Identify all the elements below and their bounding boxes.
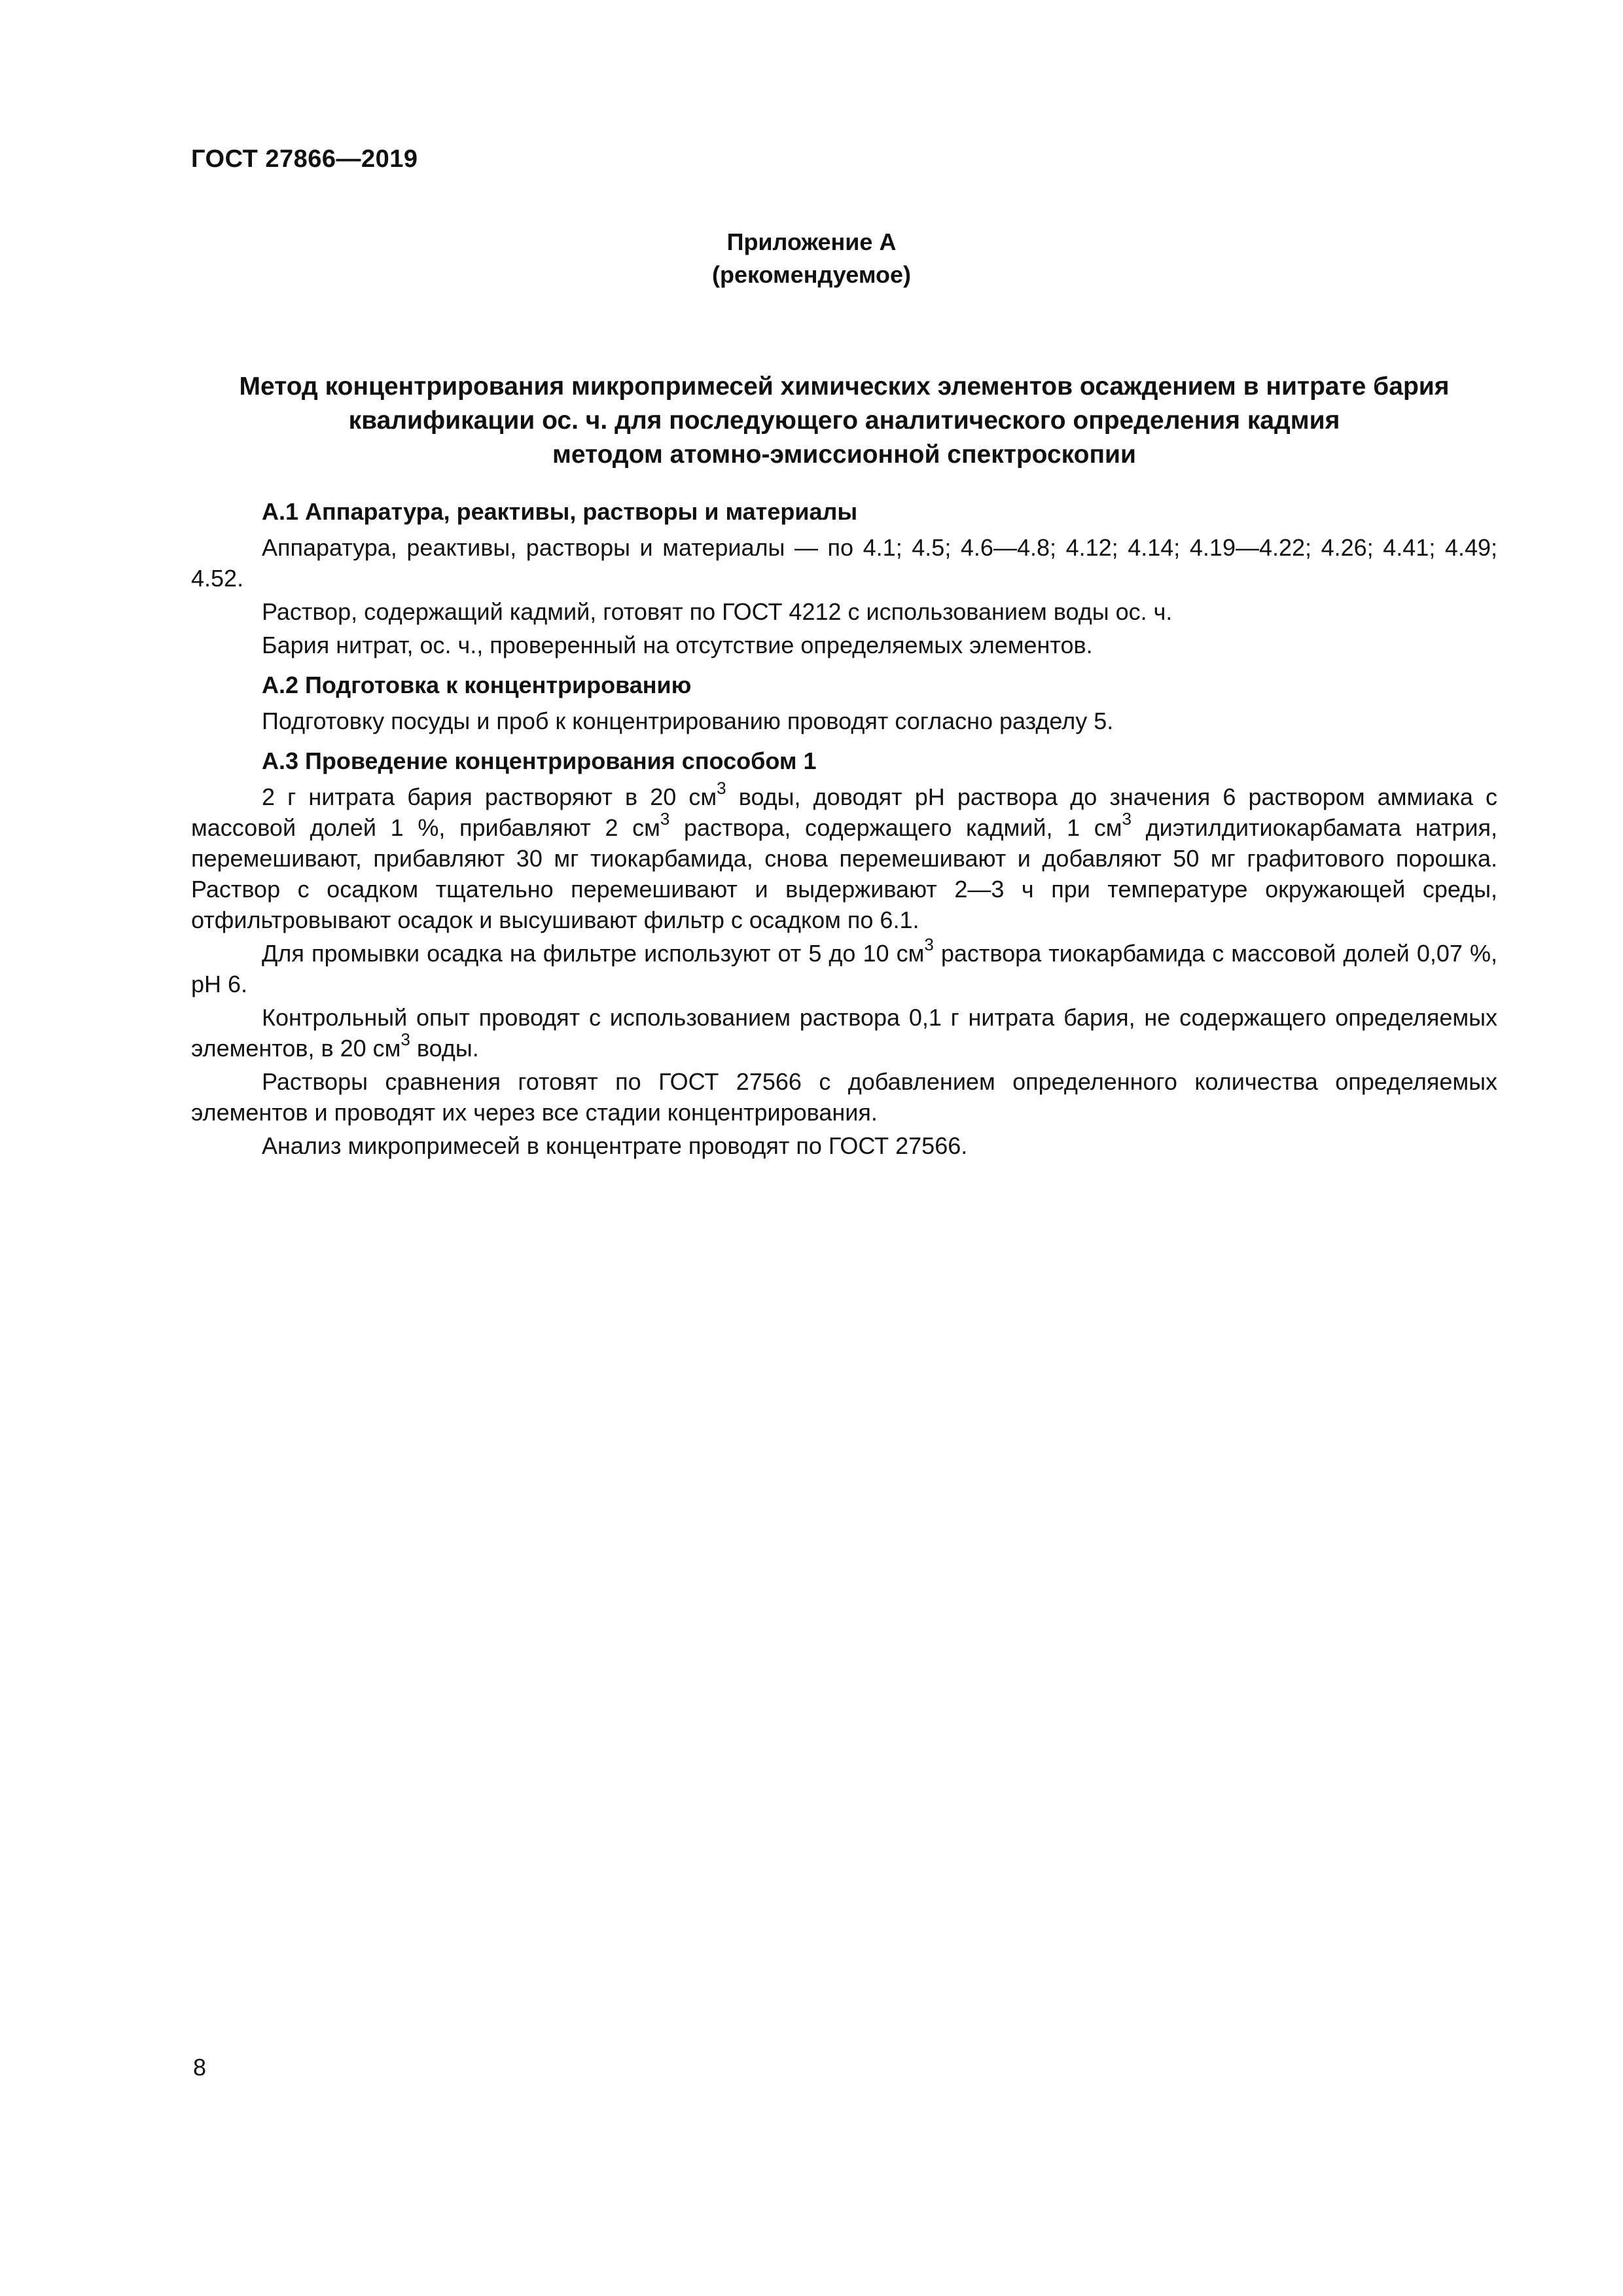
- text-run: раствора тиокарбамида с массовой долей 0,07 %, pH 6.: [191, 940, 1497, 997]
- superscript: 3: [717, 778, 726, 798]
- page-number: 8: [193, 2054, 207, 2081]
- section-a3-paragraph: [191, 935, 1497, 999]
- section-a3-paragraph: Растворы сравнения готовят по ГОСТ 27566 с добавлением определенного количества определяемых элементов и проводят их через все стадии концентрирования.: [191, 1068, 1497, 1126]
- superscript: 3: [401, 1030, 410, 1049]
- section-a3: [191, 745, 1497, 1161]
- document-title: [191, 370, 1497, 472]
- text-run: раствора, содержащего кадмий, 1 см: [669, 814, 1122, 841]
- section-a2: [191, 670, 1497, 736]
- section-a1: [191, 496, 1497, 660]
- annex-label: Приложение А: [726, 228, 897, 255]
- title-line-3: методом атомно-эмиссионной спектроскопии: [552, 440, 1136, 469]
- text-run: Контрольный опыт проводят с использованием раствора 0,1 г нитрата бария, не содержащего определяемых элементов, в 20 см: [191, 1004, 1497, 1062]
- section-a1-paragraph: Аппаратура, реактивы, растворы и материалы — по 4.1; 4.5; 4.6—4.8; 4.12; 4.14; 4.19—4.22; 4.26; 4.41; 4.49; 4.52.: [191, 534, 1497, 592]
- annex-status: (рекомендуемое): [712, 261, 911, 288]
- title-line-1: Метод концентрирования микропримесей химических элементов осаждением в нитрате бария: [239, 372, 1450, 401]
- section-a2-heading: А.2 Подготовка к концентрированию: [262, 672, 692, 698]
- annex-block: [0, 226, 1623, 291]
- section-a3-heading: А.3 Проведение концентрирования способом 1: [262, 747, 817, 774]
- section-a3-paragraph: [191, 778, 1497, 935]
- text-run: диэтилдитиокарбамата натрия, перемешивают, прибавляют 30 мг тиокарбамида, снова перемешивают и добавляют 50 мг графитового порошка. Раствор с осадком тщательно перемешивают и выдерживают 2—3 ч при температуре окружающей среды, отфильтровывают осадок и высушивают фильтр с осадком по 6.1.: [191, 814, 1497, 933]
- text-run: 2 г нитрата бария растворяют в 20 см: [262, 783, 717, 810]
- text-run: воды.: [410, 1035, 479, 1062]
- section-a1-paragraph: Раствор, содержащий кадмий, готовят по ГОСТ 4212 с использованием воды ос. ч.: [262, 598, 1173, 625]
- section-a2-paragraph: Подготовку посуды и проб к концентрированию проводят согласно разделу 5.: [262, 708, 1114, 734]
- section-a3-paragraph: [191, 1002, 1497, 1064]
- text-run: Для промывки осадка на фильтре используют от 5 до 10 см: [262, 940, 925, 967]
- superscript: 3: [1122, 809, 1132, 829]
- section-a1-paragraph: Бария нитрат, ос. ч., проверенный на отсутствие определяемых элементов.: [262, 632, 1093, 658]
- standard-code-header: ГОСТ 27866—2019: [191, 145, 418, 173]
- section-a1-heading: А.1 Аппаратура, реактивы, растворы и материалы: [262, 498, 858, 525]
- superscript: 3: [660, 809, 670, 829]
- superscript: 3: [924, 935, 934, 954]
- document-body: [191, 496, 1497, 1164]
- text-run: воды, доводят pH раствора до значения 6 раствором аммиака с массовой долей 1 %, прибавляют 2 см: [191, 783, 1497, 841]
- section-a3-paragraph: Анализ микропримесей в концентрате проводят по ГОСТ 27566.: [262, 1132, 968, 1159]
- title-line-2: квалификации ос. ч. для последующего аналитического определения кадмия: [348, 406, 1340, 435]
